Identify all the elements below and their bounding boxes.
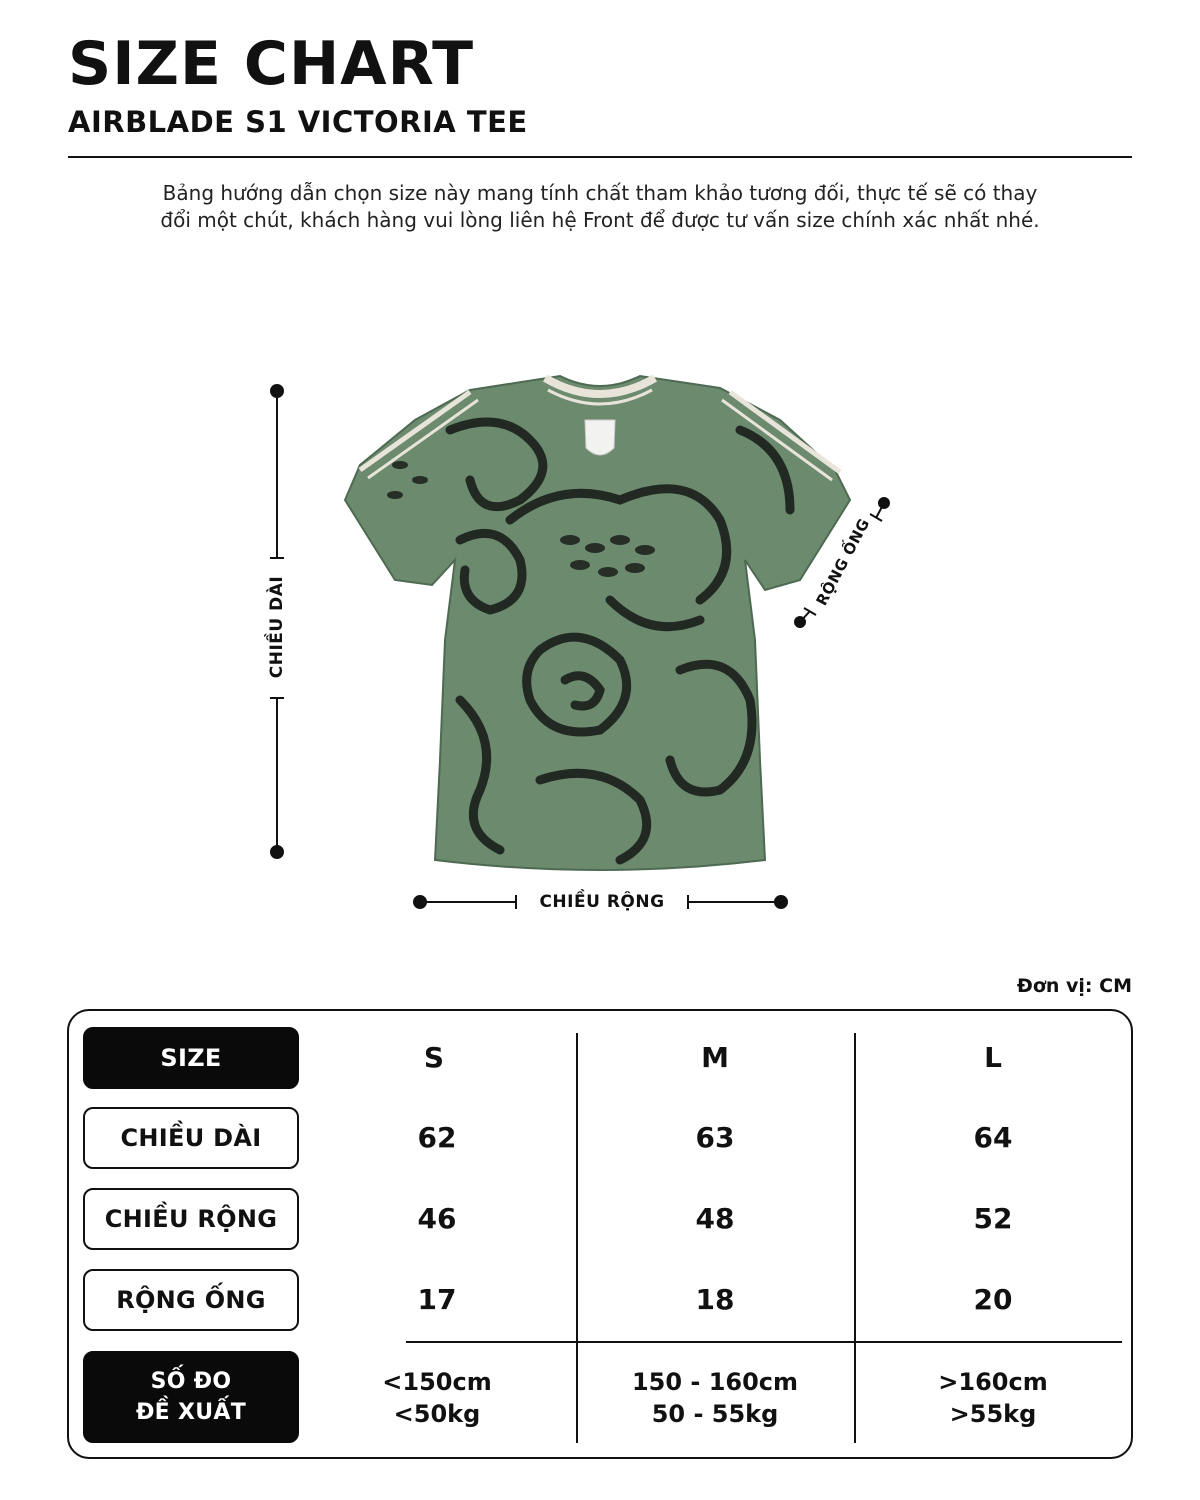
description-line: Bảng hướng dẫn chọn size này mang tính chất tham khảo tương đối, thực tế sẽ có thay [162,181,1038,205]
sleeve-l-value: 20 [973,1283,1013,1316]
recommend-weight: <50kg [393,1400,481,1428]
recommend-height: 150 - 160cm [631,1368,799,1396]
column-divider [576,1033,578,1443]
size-l-header: L [984,1041,1002,1074]
description-line: đổi một chút, khách hàng vui lòng liên hệ Front để được tư vấn size chính xác nhất nhé. [160,208,1040,232]
page-title: SIZE CHART [68,29,475,99]
width-s-value: 46 [417,1202,457,1235]
recommend-label-line: SỐ ĐO [150,1369,232,1394]
length-s-value: 62 [417,1121,457,1154]
recommend-height: >160cm [938,1368,1048,1396]
recommend-l-value [883,1366,1103,1430]
width-label: CHIỀU RỘNG [539,892,665,912]
sleeve-s-value: 17 [417,1283,457,1316]
recommend-row-label [83,1351,299,1443]
size-header-label: SIZE [83,1027,299,1089]
unit-label: Đơn vị: CM [1016,975,1132,997]
recommend-weight: >55kg [949,1400,1037,1428]
shirt-shape [345,376,850,870]
recommend-height: <150cm [382,1368,492,1396]
length-label: CHIỀU DÀI [267,575,287,679]
recommend-weight: 50 - 55kg [651,1400,779,1428]
recommend-s-value [327,1366,547,1430]
length-l-value: 64 [973,1121,1013,1154]
sleeve-label: RỘNG ỐNG [812,515,874,609]
length-m-value: 63 [695,1121,735,1154]
size-table [67,1009,1133,1459]
size-m-header: M [701,1041,729,1074]
product-name: AIRBLADE S1 VICTORIA TEE [68,105,528,139]
row-divider [406,1341,1122,1343]
width-row-label: CHIỀU RỘNG [83,1188,299,1250]
recommend-label-line: ĐỀ XUẤT [135,1400,247,1425]
length-row-label: CHIỀU DÀI [83,1107,299,1169]
sleeve-row-label: RỘNG ỐNG [83,1269,299,1331]
size-s-header: S [423,1041,445,1074]
width-m-value: 48 [695,1202,735,1235]
recommend-m-value [605,1366,825,1430]
sleeve-m-value: 18 [695,1283,735,1316]
column-divider [854,1033,856,1443]
width-l-value: 52 [973,1202,1013,1235]
